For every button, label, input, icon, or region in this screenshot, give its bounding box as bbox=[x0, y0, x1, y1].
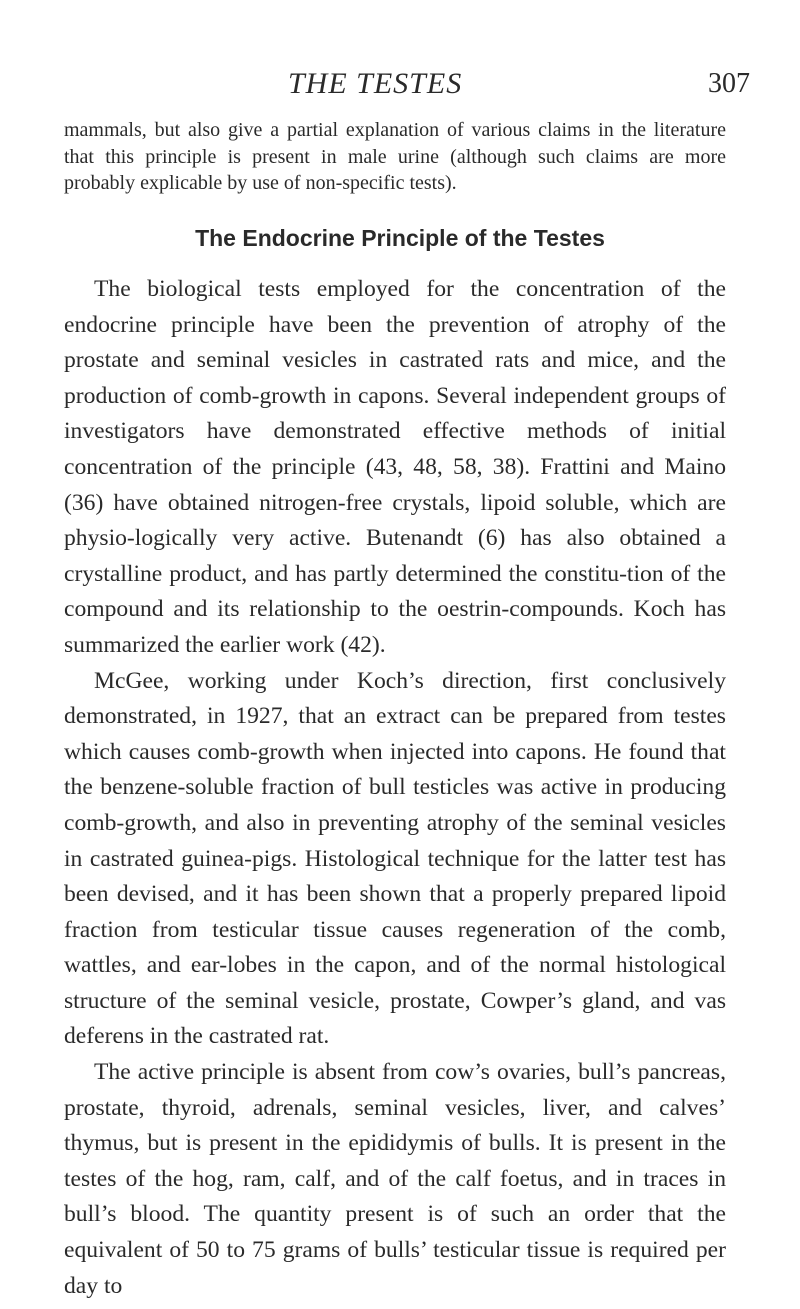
section-heading: The Endocrine Principle of the Testes bbox=[195, 225, 605, 251]
page-number: 307 bbox=[708, 68, 750, 99]
body-paragraph: The active principle is absent from cow’s ovaries, bull’s pancreas, prostate, thyroid, adrenals, seminal vesicles, liver, and calves’ thymus, but is present in the epididymis of bulls. It is present in the testes of the hog, ram, calf, and of the calf foetus, and in traces in bull’s blood. The quantity present is of such an order that the equivalent of 50 to 75 grams of bulls’ testicular tissue is required per day to bbox=[64, 1059, 726, 1299]
body-paragraph: McGee, working under Koch’s direction, first conclusively demonstrated, in 1927, that an extract can be prepared from testes which causes comb-growth when injected into capons. He found that the benzene-soluble fraction of bull testicles was active in producing comb-growth, and also in preventing atrophy of the seminal vesicles in castrated guinea-pigs. Histological technique for the latter test has been devised, and it has been shown that a properly prepared lipoid fraction from testicular tissue causes regeneration of the comb, wattles, and ear-lobes in the capon, and of the normal histological structure of the seminal vesicle, prostate, Cowper’s gland, and vas deferens in the castrated rat. bbox=[64, 667, 726, 1050]
body-paragraph: The biological tests employed for the concentration of the endocrine principle have been the prevention of atrophy of the prostate and seminal vesicles in castrated rats and mice, and the production of comb-growth in capons. Several independent groups of investigators have demonstrated effective methods of initial concentration of the principle (43, 48, 58, 38). Frattini and Maino (36) have obtained nitrogen-free crystals, lipoid soluble, which are physio-logically very active. Butenandt (6) has also obtained a crystalline product, and has partly determined the constitu-tion of the compound and its relationship to the oestrin-compounds. Koch has summarized the earlier work (42). bbox=[64, 276, 726, 658]
opening-paragraph-block bbox=[64, 117, 726, 197]
section-body bbox=[64, 272, 726, 1304]
running-header bbox=[0, 64, 800, 104]
running-title: THE TESTES bbox=[288, 67, 463, 100]
opening-paragraph: mammals, but also give a partial explanation of various claims in the literature that this principle is present in male urine (although such claims are more probably explicable by use of non-specific tests). bbox=[64, 119, 726, 194]
